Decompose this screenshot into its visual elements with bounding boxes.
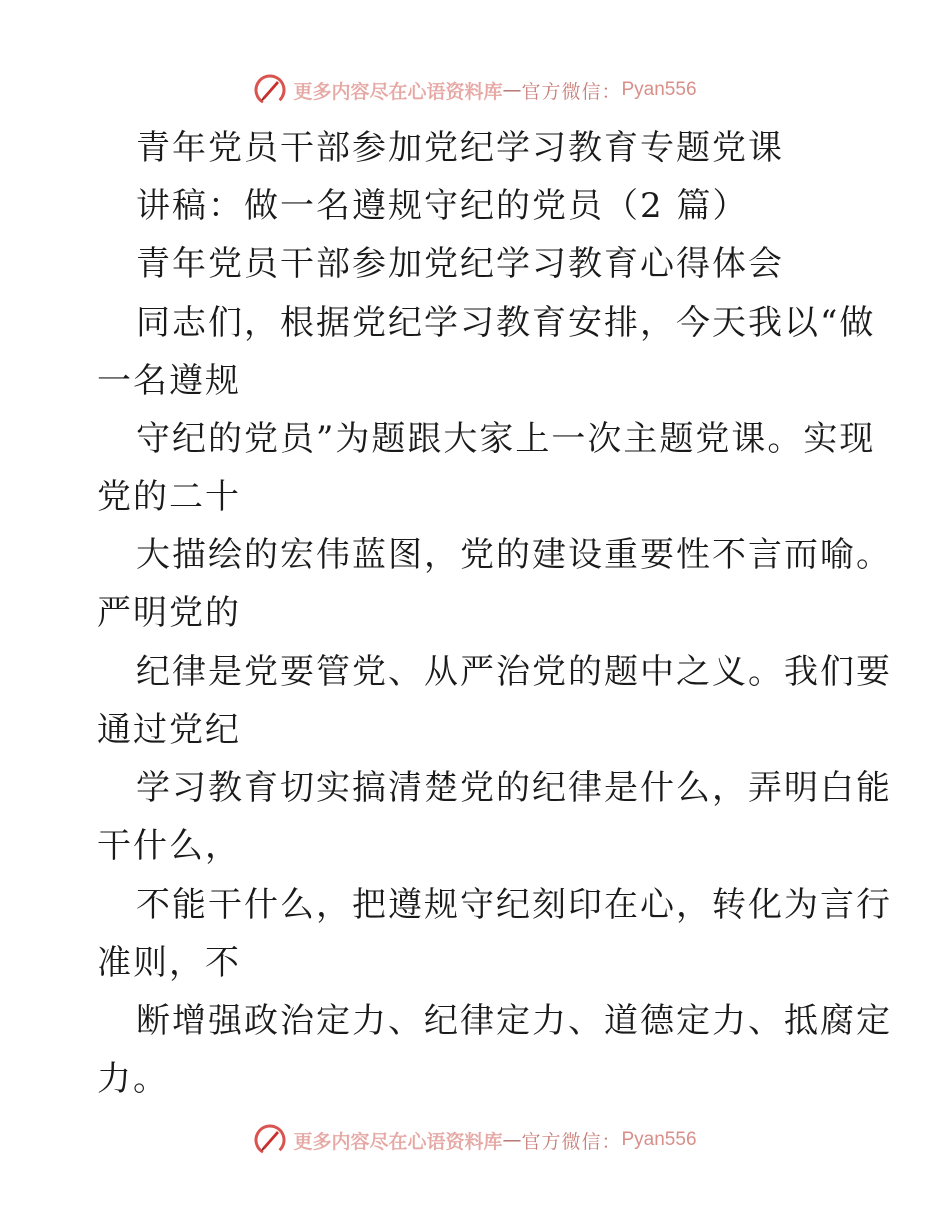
banner-separator: — — [502, 79, 522, 101]
subtitle-line: 青年党员干部参加党纪学习教育心得体会 — [136, 244, 784, 284]
paragraph-line: 一名遵规 — [97, 361, 241, 401]
paragraph-line: 严明党的 — [97, 593, 241, 633]
wechat-label: 官方微信： — [521, 80, 622, 103]
paragraph-line: 断增强政治定力、纪律定力、道德定力、抵腐定 — [136, 1001, 892, 1041]
paragraph-line: 守纪的党员”为题跟大家上一次主题党课。实现 — [136, 419, 876, 459]
paragraph-line: 学习教育切实搞清楚党的纪律是什么，弄明白能 — [136, 768, 892, 808]
paragraph-line: 通过党纪 — [97, 710, 241, 750]
footer-banner — [0, 1120, 950, 1160]
paragraph-line: 纪律是党要管党、从严治党的题中之义。我们要 — [136, 652, 892, 692]
paragraph-line: 大描绘的宏伟蓝图，党的建设重要性不言而喻。 — [136, 535, 892, 575]
brand-text: 更多内容尽在心语资料库 — [293, 1130, 503, 1153]
paragraph-line: 不能干什么，把遵规守纪刻印在心，转化为言行 — [136, 885, 892, 925]
brand-text: 更多内容尽在心语资料库 — [293, 80, 503, 103]
quill-pen-logo-icon — [253, 73, 287, 107]
wechat-id: Pyan556 — [621, 79, 697, 100]
quill-pen-logo-icon — [253, 1123, 287, 1157]
wechat-label: 官方微信： — [521, 1130, 622, 1153]
wechat-id: Pyan556 — [621, 1129, 697, 1150]
title-line-1: 青年党员干部参加党纪学习教育专题党课 — [136, 128, 784, 168]
header-banner — [0, 70, 950, 110]
banner-separator: — — [502, 1129, 522, 1151]
paragraph-line: 力。 — [97, 1059, 169, 1099]
paragraph-line: 党的二十 — [97, 477, 241, 517]
paragraph-line: 准则，不 — [97, 943, 241, 983]
paragraph-line: 同志们，根据党纪学习教育安排，今天我以“做 — [136, 303, 876, 343]
title-line-2: 讲稿：做一名遵规守纪的党员（2 篇） — [136, 186, 749, 226]
paragraph-line: 干什么， — [97, 826, 241, 866]
